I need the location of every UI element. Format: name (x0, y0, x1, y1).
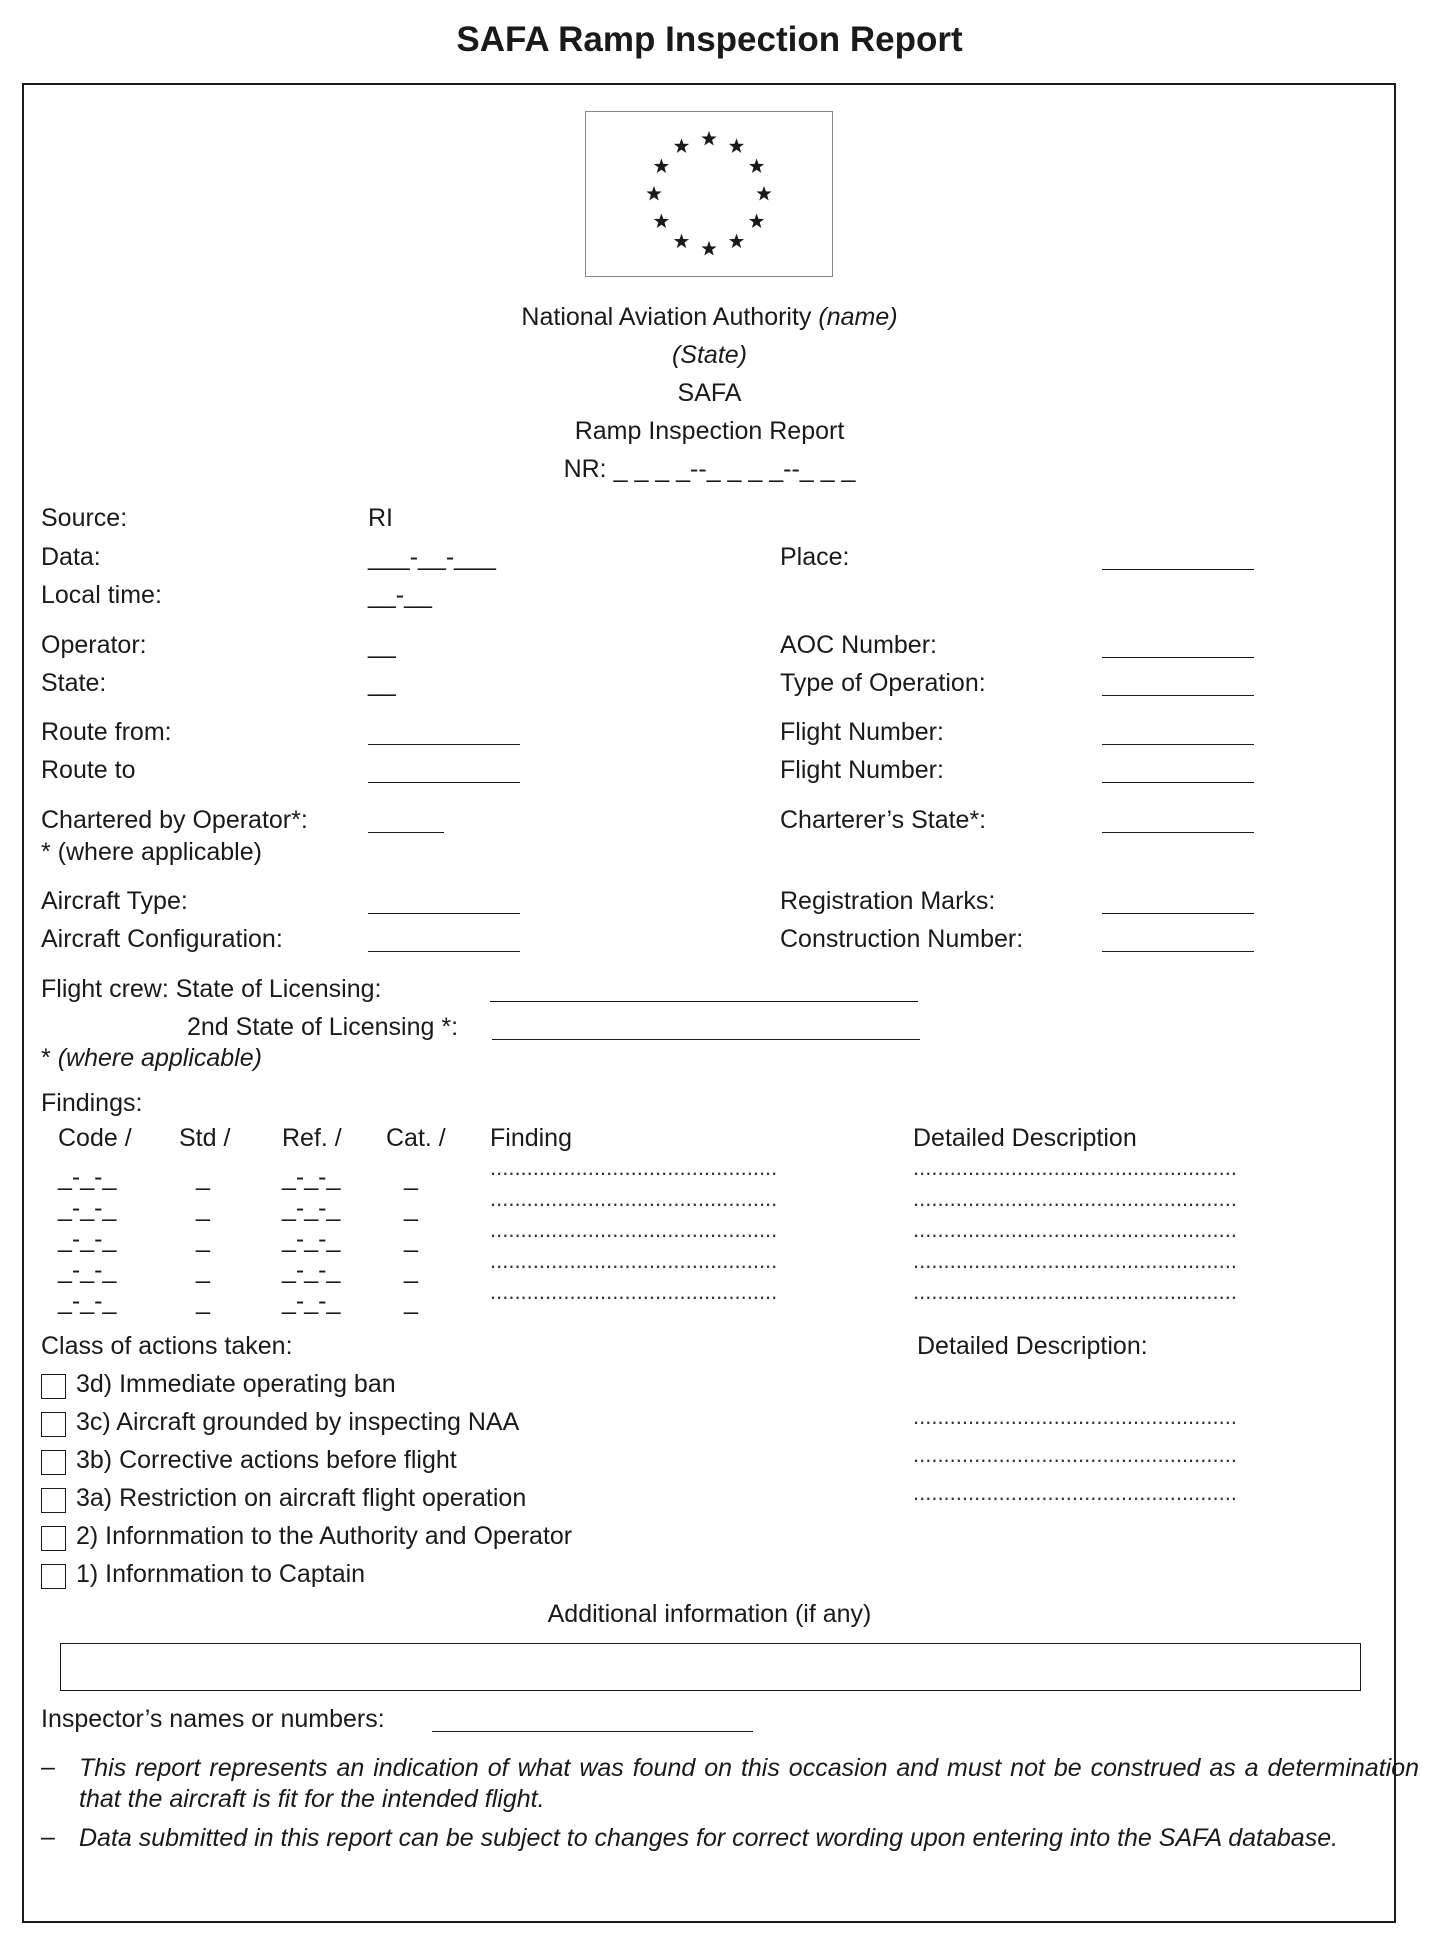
report-line: Ramp Inspection Report (574, 417, 845, 445)
aircraft-type-field[interactable] (368, 913, 520, 914)
route-to-field[interactable] (368, 782, 520, 783)
findings-cell-cat[interactable]: _ (404, 1194, 418, 1222)
authority-name: (name) (818, 303, 898, 331)
description-dots-field[interactable]: ..................................................... (913, 1279, 1237, 1304)
findings-cell-ref[interactable]: _-_-_ (282, 1287, 341, 1315)
findings-cell-cat[interactable]: _ (404, 1225, 418, 1253)
aoc-label: AOC Number: (780, 631, 937, 659)
col-ref: Ref. / (282, 1124, 342, 1152)
flight-number-1-field[interactable] (1102, 744, 1254, 745)
crew-note-star: * (41, 1044, 58, 1072)
place-label: Place: (780, 543, 850, 571)
star-icon (729, 234, 744, 249)
inspector-field[interactable] (432, 1731, 753, 1732)
registration-label: Registration Marks: (780, 887, 996, 915)
local-time-label: Local time: (41, 581, 162, 609)
finding-dots-field[interactable]: ............................................... (490, 1186, 778, 1211)
action-checkbox[interactable] (41, 1374, 66, 1399)
star-icon (729, 138, 744, 153)
nr-line (0, 455, 1419, 484)
authority-line (0, 303, 1419, 332)
action-label: 3b) Corrective actions before flight (76, 1446, 457, 1474)
data-value[interactable]: ___-__-___ (368, 543, 496, 571)
star-icon (674, 138, 689, 153)
aircraft-config-label: Aircraft Configuration: (41, 925, 283, 953)
findings-cell-std[interactable]: _ (196, 1194, 210, 1222)
action-checkbox[interactable] (41, 1412, 66, 1437)
route-from-label: Route from: (41, 718, 172, 746)
flight-number-2-label: Flight Number: (780, 756, 944, 784)
findings-cell-code[interactable]: _-_-_ (58, 1194, 117, 1222)
chartered-label: Chartered by Operator*: (41, 806, 308, 834)
star-icon (756, 186, 771, 201)
crew-state-label: Flight crew: State of Licensing: (41, 975, 382, 1003)
crew-second-state-field[interactable] (492, 1039, 920, 1040)
aircraft-type-label: Aircraft Type: (41, 887, 188, 915)
nr-label: NR: (563, 455, 607, 483)
actions-description-heading: Detailed Description: (917, 1332, 1148, 1360)
finding-dots-field[interactable]: ............................................... (490, 1248, 778, 1273)
safa-line: SAFA (677, 379, 742, 407)
col-finding: Finding (490, 1124, 572, 1152)
operator-label: Operator: (41, 631, 147, 659)
col-std: Std / (179, 1124, 231, 1152)
construction-field[interactable] (1102, 951, 1254, 952)
operator-value[interactable]: __ (368, 631, 396, 659)
finding-dots-field[interactable]: ............................................... (490, 1279, 778, 1304)
charterer-state-label: Charterer’s State*: (780, 806, 987, 834)
star-icon (654, 214, 669, 229)
route-from-field[interactable] (368, 744, 520, 745)
col-cat: Cat. / (386, 1124, 446, 1152)
action-description-dots-field[interactable]: ..................................................... (913, 1404, 1237, 1429)
type-op-label: Type of Operation: (780, 669, 986, 697)
col-code: Code / (58, 1124, 132, 1152)
action-label: 1) Infornmation to Captain (76, 1560, 366, 1588)
source-label: Source: (41, 504, 128, 532)
additional-label: Additional information (if any) (547, 1600, 872, 1628)
aircraft-config-field[interactable] (368, 951, 520, 952)
findings-cell-cat[interactable]: _ (404, 1163, 418, 1191)
action-label: 3c) Aircraft grounded by inspecting NAA (76, 1408, 520, 1436)
chartered-note: * (where applicable) (41, 838, 262, 866)
data-label: Data: (41, 543, 101, 571)
description-dots-field[interactable]: ..................................................... (913, 1217, 1237, 1242)
findings-cell-std[interactable]: _ (196, 1225, 210, 1253)
type-op-field[interactable] (1102, 695, 1254, 696)
crew-second-state-label: 2nd State of Licensing *: (187, 1013, 459, 1041)
star-icon (701, 241, 716, 256)
findings-cell-code[interactable]: _-_-_ (58, 1287, 117, 1315)
additional-info-input[interactable] (60, 1643, 1361, 1691)
findings-cell-ref[interactable]: _-_-_ (282, 1194, 341, 1222)
note-1-dash: – (41, 1753, 55, 1781)
star-icon (674, 234, 689, 249)
findings-cell-ref[interactable]: _-_-_ (282, 1256, 341, 1284)
inspector-label: Inspector’s names or numbers: (41, 1705, 385, 1733)
place-field[interactable] (1102, 569, 1254, 570)
findings-cell-std[interactable]: _ (196, 1163, 210, 1191)
findings-cell-ref[interactable]: _-_-_ (282, 1225, 341, 1253)
aoc-field[interactable] (1102, 657, 1254, 658)
chartered-field[interactable] (368, 832, 444, 833)
state-label: State: (41, 669, 107, 697)
findings-cell-code[interactable]: _-_-_ (58, 1256, 117, 1284)
nr-value: _ _ _ _--_ _ _ _--_ _ _ (613, 455, 856, 483)
findings-cell-std[interactable]: _ (196, 1287, 210, 1315)
findings-cell-code[interactable]: _-_-_ (58, 1225, 117, 1253)
crew-note (41, 1044, 262, 1073)
flight-number-2-field[interactable] (1102, 782, 1254, 783)
description-dots-field[interactable]: ..................................................... (913, 1186, 1237, 1211)
star-icon (654, 159, 669, 174)
description-dots-field[interactable]: ..................................................... (913, 1248, 1237, 1273)
action-checkbox[interactable] (41, 1526, 66, 1551)
findings-cell-cat[interactable]: _ (404, 1287, 418, 1315)
charterer-state-field[interactable] (1102, 832, 1254, 833)
eu-stars-icon (586, 112, 832, 276)
source-value: RI (368, 504, 393, 532)
note-2-dash: – (41, 1823, 55, 1851)
crew-state-field[interactable] (490, 1001, 918, 1002)
state-value[interactable]: __ (368, 669, 396, 697)
registration-field[interactable] (1102, 913, 1254, 914)
finding-dots-field[interactable]: ............................................... (490, 1155, 778, 1180)
authority-prefix: National Aviation Authority (521, 303, 812, 331)
star-icon (701, 131, 716, 146)
findings-cell-cat[interactable]: _ (404, 1256, 418, 1284)
note-1-text: This report represents an indication of what was found on this occasion and must not be construed as a determination that the aircraft is fit for the intended flight. (79, 1754, 1419, 1813)
document-title: SAFA Ramp Inspection Report (456, 20, 963, 59)
findings-cell-code[interactable]: _-_-_ (58, 1163, 117, 1191)
action-description-dots-field[interactable]: ..................................................... (913, 1480, 1237, 1505)
description-dots-field[interactable]: ..................................................... (913, 1155, 1237, 1180)
star-icon (646, 186, 661, 201)
note-2-text: Data submitted in this report can be subject to changes for correct wording upon entering into the SAFA database. (79, 1824, 1339, 1852)
col-detailed-description: Detailed Description (913, 1124, 1137, 1152)
findings-heading: Findings: (41, 1089, 143, 1117)
crew-note-text: (where applicable) (57, 1044, 262, 1072)
local-time-value[interactable]: __-__ (368, 581, 432, 609)
eu-flag-icon (585, 111, 833, 277)
findings-cell-ref[interactable]: _-_-_ (282, 1163, 341, 1191)
action-checkbox[interactable] (41, 1488, 66, 1513)
action-label: 2) Infornmation to the Authority and Operator (76, 1522, 573, 1550)
star-icon (749, 159, 764, 174)
action-label: 3a) Restriction on aircraft flight operation (76, 1484, 527, 1512)
actions-heading: Class of actions taken: (41, 1332, 293, 1360)
flight-number-1-label: Flight Number: (780, 718, 944, 746)
findings-cell-std[interactable]: _ (196, 1256, 210, 1284)
action-checkbox[interactable] (41, 1450, 66, 1475)
route-to-label: Route to (41, 756, 136, 784)
star-icon (749, 214, 764, 229)
action-description-dots-field[interactable]: ..................................................... (913, 1442, 1237, 1467)
action-checkbox[interactable] (41, 1564, 66, 1589)
state-line: (State) (671, 341, 748, 369)
construction-label: Construction Number: (780, 925, 1024, 953)
action-label: 3d) Immediate operating ban (76, 1370, 396, 1398)
finding-dots-field[interactable]: ............................................... (490, 1217, 778, 1242)
